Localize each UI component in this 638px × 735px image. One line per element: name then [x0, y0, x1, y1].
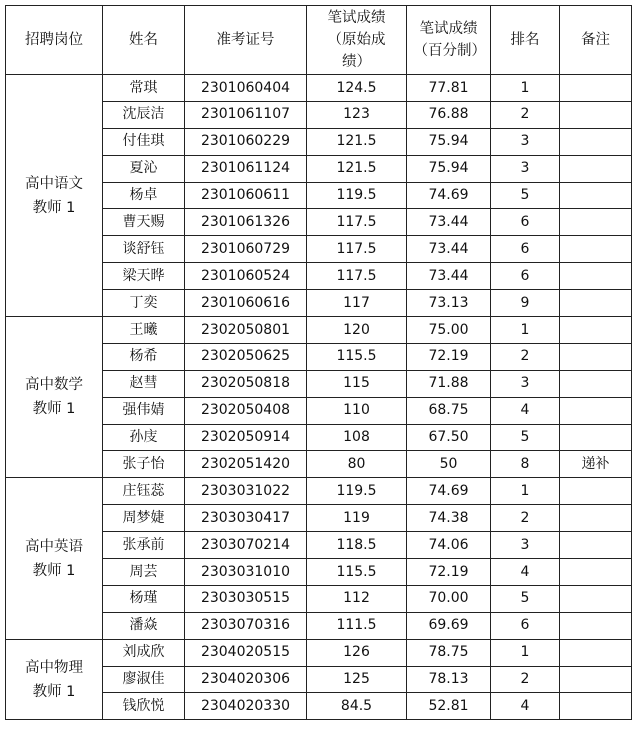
- name-cell: 强伟婧: [103, 397, 185, 424]
- position-title: 高中语文: [25, 175, 83, 192]
- exam-id-cell: 2303031022: [185, 478, 307, 505]
- percent-score-cell: 71.88: [407, 370, 491, 397]
- exam-id-cell: 2301060524: [185, 263, 307, 290]
- position-count: 教师 1: [32, 683, 76, 700]
- exam-id-cell: 2301060611: [185, 182, 307, 209]
- rank-cell: 1: [491, 75, 560, 102]
- exam-id-cell: 2303030515: [185, 585, 307, 612]
- header-rank: 排名: [491, 6, 560, 75]
- rank-cell: 2: [491, 666, 560, 693]
- remark-cell: [560, 317, 632, 344]
- raw-score-cell: 123: [307, 101, 407, 128]
- remark-cell: 递补: [560, 451, 632, 478]
- rank-cell: 3: [491, 532, 560, 559]
- rank-cell: 9: [491, 290, 560, 317]
- name-cell: 张子怡: [103, 451, 185, 478]
- raw-score-cell: 84.5: [307, 693, 407, 720]
- remark-cell: [560, 532, 632, 559]
- percent-score-cell: 52.81: [407, 693, 491, 720]
- percent-score-cell: 68.75: [407, 397, 491, 424]
- exam-id-cell: 2303031010: [185, 559, 307, 586]
- header-percent-score-label: 笔试成绩（百分制）: [413, 21, 486, 59]
- name-cell: 夏沁: [103, 155, 185, 182]
- raw-score-cell: 121.5: [307, 155, 407, 182]
- remark-cell: [560, 75, 632, 102]
- raw-score-cell: 119.5: [307, 478, 407, 505]
- exam-results-table: [5, 5, 632, 720]
- raw-score-cell: 117.5: [307, 236, 407, 263]
- header-row: [6, 6, 632, 75]
- name-cell: 杨卓: [103, 182, 185, 209]
- percent-score-cell: 74.06: [407, 532, 491, 559]
- rank-cell: 1: [491, 478, 560, 505]
- rank-cell: 5: [491, 182, 560, 209]
- rank-cell: 2: [491, 343, 560, 370]
- exam-id-cell: 2302050914: [185, 424, 307, 451]
- rank-cell: 8: [491, 451, 560, 478]
- name-cell: 付佳琪: [103, 128, 185, 155]
- rank-cell: 5: [491, 424, 560, 451]
- remark-cell: [560, 585, 632, 612]
- percent-score-cell: 75.00: [407, 317, 491, 344]
- raw-score-cell: 119: [307, 505, 407, 532]
- remark-cell: [560, 666, 632, 693]
- remark-cell: [560, 343, 632, 370]
- raw-score-cell: 108: [307, 424, 407, 451]
- table-row: [6, 478, 632, 505]
- rank-cell: 4: [491, 693, 560, 720]
- percent-score-cell: 73.44: [407, 236, 491, 263]
- exam-id-cell: 2301060729: [185, 236, 307, 263]
- percent-score-cell: 76.88: [407, 101, 491, 128]
- raw-score-cell: 117.5: [307, 209, 407, 236]
- name-cell: 潘焱: [103, 612, 185, 639]
- percent-score-cell: 73.13: [407, 290, 491, 317]
- position-title: 高中数学: [25, 377, 83, 394]
- raw-score-cell: 117: [307, 290, 407, 317]
- position-title: 高中物理: [25, 659, 83, 676]
- remark-cell: [560, 505, 632, 532]
- percent-score-cell: 69.69: [407, 612, 491, 639]
- percent-score-cell: 67.50: [407, 424, 491, 451]
- rank-cell: 2: [491, 101, 560, 128]
- exam-id-cell: 2303070316: [185, 612, 307, 639]
- raw-score-cell: 125: [307, 666, 407, 693]
- percent-score-cell: 78.75: [407, 639, 491, 666]
- table-row: [6, 639, 632, 666]
- rank-cell: 1: [491, 639, 560, 666]
- exam-id-cell: 2301061326: [185, 209, 307, 236]
- rank-cell: 3: [491, 370, 560, 397]
- percent-score-cell: 73.44: [407, 263, 491, 290]
- percent-score-cell: 75.94: [407, 128, 491, 155]
- name-cell: 钱欣悦: [103, 693, 185, 720]
- exam-id-cell: 2303070214: [185, 532, 307, 559]
- exam-id-cell: 2301060404: [185, 75, 307, 102]
- percent-score-cell: 72.19: [407, 559, 491, 586]
- percent-score-cell: 70.00: [407, 585, 491, 612]
- remark-cell: [560, 236, 632, 263]
- name-cell: 周梦婕: [103, 505, 185, 532]
- exam-id-cell: 2301061107: [185, 101, 307, 128]
- exam-id-cell: 2301061124: [185, 155, 307, 182]
- remark-cell: [560, 693, 632, 720]
- exam-id-cell: 2302050625: [185, 343, 307, 370]
- exam-id-cell: 2301060229: [185, 128, 307, 155]
- remark-cell: [560, 209, 632, 236]
- rank-cell: 1: [491, 317, 560, 344]
- table-row: [6, 75, 632, 102]
- remark-cell: [560, 155, 632, 182]
- remark-cell: [560, 370, 632, 397]
- name-cell: 常琪: [103, 75, 185, 102]
- exam-id-cell: 2301060616: [185, 290, 307, 317]
- raw-score-cell: 115.5: [307, 343, 407, 370]
- remark-cell: [560, 290, 632, 317]
- position-cell: [6, 639, 103, 720]
- name-cell: 杨瑾: [103, 585, 185, 612]
- name-cell: 谈舒钰: [103, 236, 185, 263]
- remark-cell: [560, 182, 632, 209]
- raw-score-cell: 118.5: [307, 532, 407, 559]
- exam-id-cell: 2302051420: [185, 451, 307, 478]
- percent-score-cell: 72.19: [407, 343, 491, 370]
- table-body: [6, 75, 632, 720]
- remark-cell: [560, 424, 632, 451]
- name-cell: 周芸: [103, 559, 185, 586]
- header-raw-score-label: 笔试成绩（原始成绩）: [327, 10, 386, 70]
- name-cell: 杨希: [103, 343, 185, 370]
- raw-score-cell: 121.5: [307, 128, 407, 155]
- percent-score-cell: 78.13: [407, 666, 491, 693]
- rank-cell: 4: [491, 397, 560, 424]
- percent-score-cell: 75.94: [407, 155, 491, 182]
- percent-score-cell: 74.69: [407, 182, 491, 209]
- exam-id-cell: 2304020306: [185, 666, 307, 693]
- remark-cell: [560, 639, 632, 666]
- percent-score-cell: 73.44: [407, 209, 491, 236]
- rank-cell: 3: [491, 128, 560, 155]
- rank-cell: 3: [491, 155, 560, 182]
- name-cell: 赵彗: [103, 370, 185, 397]
- name-cell: 张承前: [103, 532, 185, 559]
- position-count: 教师 1: [32, 562, 76, 579]
- header-position: 招聘岗位: [6, 6, 103, 75]
- raw-score-cell: 120: [307, 317, 407, 344]
- remark-cell: [560, 263, 632, 290]
- exam-id-cell: 2304020515: [185, 639, 307, 666]
- position-cell: [6, 317, 103, 478]
- exam-id-cell: 2303030417: [185, 505, 307, 532]
- position-title: 高中英语: [25, 538, 83, 555]
- exam-id-cell: 2302050818: [185, 370, 307, 397]
- percent-score-cell: 74.38: [407, 505, 491, 532]
- exam-id-cell: 2302050408: [185, 397, 307, 424]
- header-raw-score: [307, 6, 407, 75]
- remark-cell: [560, 128, 632, 155]
- percent-score-cell: 74.69: [407, 478, 491, 505]
- name-cell: 王曦: [103, 317, 185, 344]
- exam-id-cell: 2304020330: [185, 693, 307, 720]
- name-cell: 梁天晔: [103, 263, 185, 290]
- name-cell: 孙庋: [103, 424, 185, 451]
- position-cell: [6, 75, 103, 317]
- rank-cell: 6: [491, 263, 560, 290]
- rank-cell: 6: [491, 236, 560, 263]
- raw-score-cell: 110: [307, 397, 407, 424]
- table-header: [6, 6, 632, 75]
- name-cell: 曹天赐: [103, 209, 185, 236]
- raw-score-cell: 111.5: [307, 612, 407, 639]
- remark-cell: [560, 101, 632, 128]
- rank-cell: 5: [491, 585, 560, 612]
- raw-score-cell: 115.5: [307, 559, 407, 586]
- raw-score-cell: 80: [307, 451, 407, 478]
- rank-cell: 4: [491, 559, 560, 586]
- table-row: [6, 317, 632, 344]
- exam-id-cell: 2302050801: [185, 317, 307, 344]
- percent-score-cell: 77.81: [407, 75, 491, 102]
- position-count: 教师 1: [32, 199, 76, 216]
- raw-score-cell: 119.5: [307, 182, 407, 209]
- name-cell: 庄钰蕊: [103, 478, 185, 505]
- name-cell: 廖淑佳: [103, 666, 185, 693]
- name-cell: 刘成欣: [103, 639, 185, 666]
- position-cell: [6, 478, 103, 639]
- percent-score-cell: 50: [407, 451, 491, 478]
- position-count: 教师 1: [32, 401, 76, 418]
- raw-score-cell: 126: [307, 639, 407, 666]
- name-cell: 丁奕: [103, 290, 185, 317]
- remark-cell: [560, 478, 632, 505]
- header-exam-id: 准考证号: [185, 6, 307, 75]
- header-remark: 备注: [560, 6, 632, 75]
- rank-cell: 6: [491, 612, 560, 639]
- remark-cell: [560, 612, 632, 639]
- rank-cell: 6: [491, 209, 560, 236]
- remark-cell: [560, 397, 632, 424]
- remark-cell: [560, 559, 632, 586]
- raw-score-cell: 124.5: [307, 75, 407, 102]
- header-percent-score: [407, 6, 491, 75]
- raw-score-cell: 117.5: [307, 263, 407, 290]
- header-name: 姓名: [103, 6, 185, 75]
- name-cell: 沈辰洁: [103, 101, 185, 128]
- rank-cell: 2: [491, 505, 560, 532]
- raw-score-cell: 112: [307, 585, 407, 612]
- raw-score-cell: 115: [307, 370, 407, 397]
